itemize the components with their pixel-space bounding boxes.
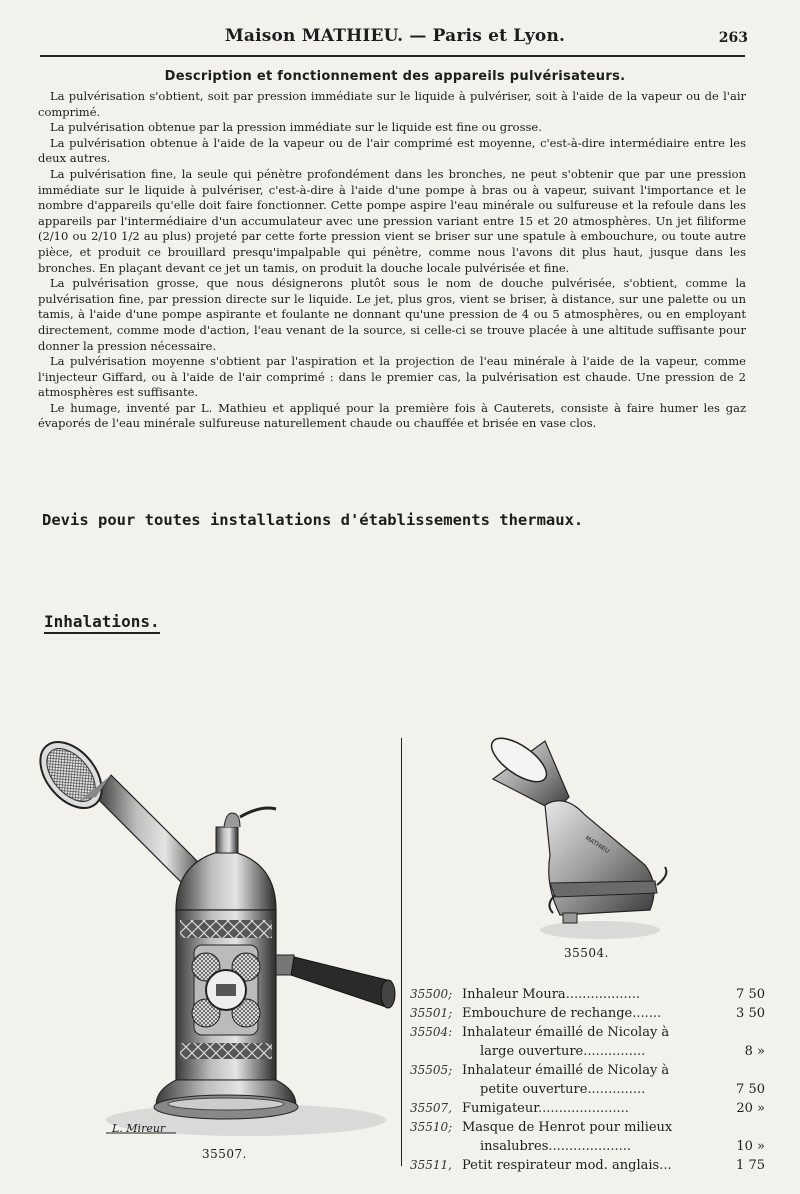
- leader-dots: .......: [632, 1006, 662, 1021]
- engraver-signature: L. Mireur: [112, 1122, 166, 1135]
- item-code: 35501;: [410, 1006, 453, 1020]
- fumigator-illustration: [36, 735, 398, 1140]
- inhalations-heading: Inhalations.: [44, 612, 160, 634]
- list-item: [410, 1023, 765, 1042]
- item-description: Inhalateur émaillé de Nicolay à: [462, 1063, 670, 1078]
- item-price: 3 50: [736, 1006, 765, 1021]
- item-code: 35505;: [410, 1063, 453, 1077]
- leader-dots: ......................: [538, 1101, 629, 1116]
- devis-notice: Devis pour toutes installations d'établissements thermaux.: [42, 511, 584, 529]
- list-item: [410, 1156, 765, 1175]
- running-header: Maison MATHIEU. — Paris et Lyon.: [224, 26, 566, 46]
- leader-dots: ....................: [548, 1139, 632, 1154]
- item-description: Masque de Henrot pour milieux: [462, 1120, 673, 1135]
- item-price: 1 75: [736, 1158, 765, 1173]
- figure-caption-left: 35507.: [202, 1147, 247, 1161]
- page-number: 263: [718, 30, 748, 46]
- paragraph: La pulvérisation s'obtient, soit par pression immédiate sur le liquide à pulvériser, soit à l'aide de la vapeur ou de l'air comprimé.: [38, 89, 746, 119]
- item-code: 35507,: [410, 1101, 452, 1115]
- paragraph: La pulvérisation moyenne s'obtient par l'aspiration et la projection de l'eau minérale à l'aide de la vapeur, comme l'injecteur Giffard, ou à l'aide de l'air comprimé : dans le premier cas, la pulvérisation est chaude. Une pression de 2 atmosphères est suffisante.: [38, 354, 746, 400]
- item-description: Inhaleur Moura: [462, 987, 566, 1002]
- item-description: Fumigateur: [462, 1101, 539, 1116]
- inhaler-illustration: [485, 735, 675, 945]
- item-description: Embouchure de rechange: [462, 1006, 633, 1021]
- leader-dots: ...............: [583, 1044, 646, 1059]
- inhaler-engraving-text: MATHIEU: [583, 834, 611, 855]
- paragraph: La pulvérisation grosse, que nous désignerons plutôt sous le nom de douche pulvérisée, s'obtient, comme la pulvérisation fine, par pression directe sur le liquide. Le jet, plus gros, vient se briser, à distance, sur une palette ou un tamis, à l'aide d'une pompe aspirante et foulante ne donnant qu'une pression de 4 ou 5 atmosphères, ou en employant directement, comme mode d'action, l'eau venant de la source, si celle-ci se trouve placée à une altitude suffisante pour donner la pression nécessaire.: [38, 276, 746, 353]
- item-description: Petit respirateur mod. anglais: [462, 1158, 660, 1173]
- paragraph: Le humage, inventé par L. Mathieu et appliqué pour la première fois à Cauterets, consiste à faire humer les gaz évaporés de l'eau minérale sulfureuse naturellement chaude ou chauffée et brisée en vase clos.: [38, 400, 746, 431]
- paragraph: La pulvérisation fine, la seule qui pénètre profondément dans les bronches, ne peut s'obtenir que par une pression immédiate sur le liquide à pulvériser, c'est-à-dire à l'aide d'une pompe à bras ou à vapeur, suivant l'importance et le nombre d'appareils qu'elle doit faire fonctionner. Cette pompe aspire l'eau minérale ou sulfureuse et la refoule dans les appareils par l'intermédiaire d'un accumulateur avec une pression variant entre 15 et 20 atmosphères. Un jet filiforme (2/10 ou 2/10 1/2 au plus) projeté par cette forte pression vient se briser sur une spatule à embouchure, ou toute autre pièce, et produit ce brouillard presqu'impalpable qui pénètre, comme nous l'avons dit plus haut, jusque dans les bronches. En plaçant devant ce jet un tamis, on produit la douche locale pulvérisée et fine.: [38, 166, 746, 275]
- column-divider: [401, 738, 402, 1166]
- item-code: 35500;: [410, 987, 453, 1001]
- price-list: [410, 985, 765, 1175]
- list-item: [410, 985, 765, 1004]
- list-item: [410, 1061, 765, 1080]
- leader-dots: ..............: [587, 1082, 646, 1097]
- leader-dots: ..................: [565, 987, 641, 1002]
- list-item-continuation: [410, 1080, 765, 1099]
- paragraph: La pulvérisation obtenue par la pression immédiate sur le liquide est fine ou grosse.: [50, 120, 542, 135]
- item-code: 35504:: [410, 1025, 453, 1039]
- list-item: [410, 1118, 765, 1137]
- item-description-cont: large ouverture: [480, 1044, 584, 1059]
- header-rule: [40, 55, 745, 57]
- item-description-cont: petite ouverture: [480, 1082, 588, 1097]
- item-price: 7 50: [736, 1082, 765, 1097]
- list-item-continuation: [410, 1042, 765, 1061]
- leader-dots: ...: [659, 1158, 672, 1173]
- section-title: Description et fonctionnement des appareils pulvérisateurs.: [164, 69, 626, 84]
- item-price: 20 »: [736, 1101, 765, 1116]
- description-body: [38, 89, 746, 432]
- list-item: [410, 1099, 765, 1118]
- list-item-continuation: [410, 1137, 765, 1156]
- item-description: Inhalateur émaillé de Nicolay à: [462, 1025, 670, 1040]
- paragraph: La pulvérisation obtenue à l'aide de la vapeur ou de l'air comprimé est moyenne, c'est-à-dire intermédiaire entre les deux autres.: [38, 135, 746, 166]
- item-code: 35510;: [410, 1120, 453, 1134]
- item-price: 8 »: [744, 1044, 765, 1059]
- item-price: 7 50: [736, 987, 765, 1002]
- figure-caption-right: 35504.: [564, 946, 609, 960]
- item-code: 35511,: [410, 1158, 452, 1172]
- item-description-cont: insalubres: [480, 1139, 549, 1154]
- list-item: [410, 1004, 765, 1023]
- item-price: 10 »: [736, 1139, 765, 1154]
